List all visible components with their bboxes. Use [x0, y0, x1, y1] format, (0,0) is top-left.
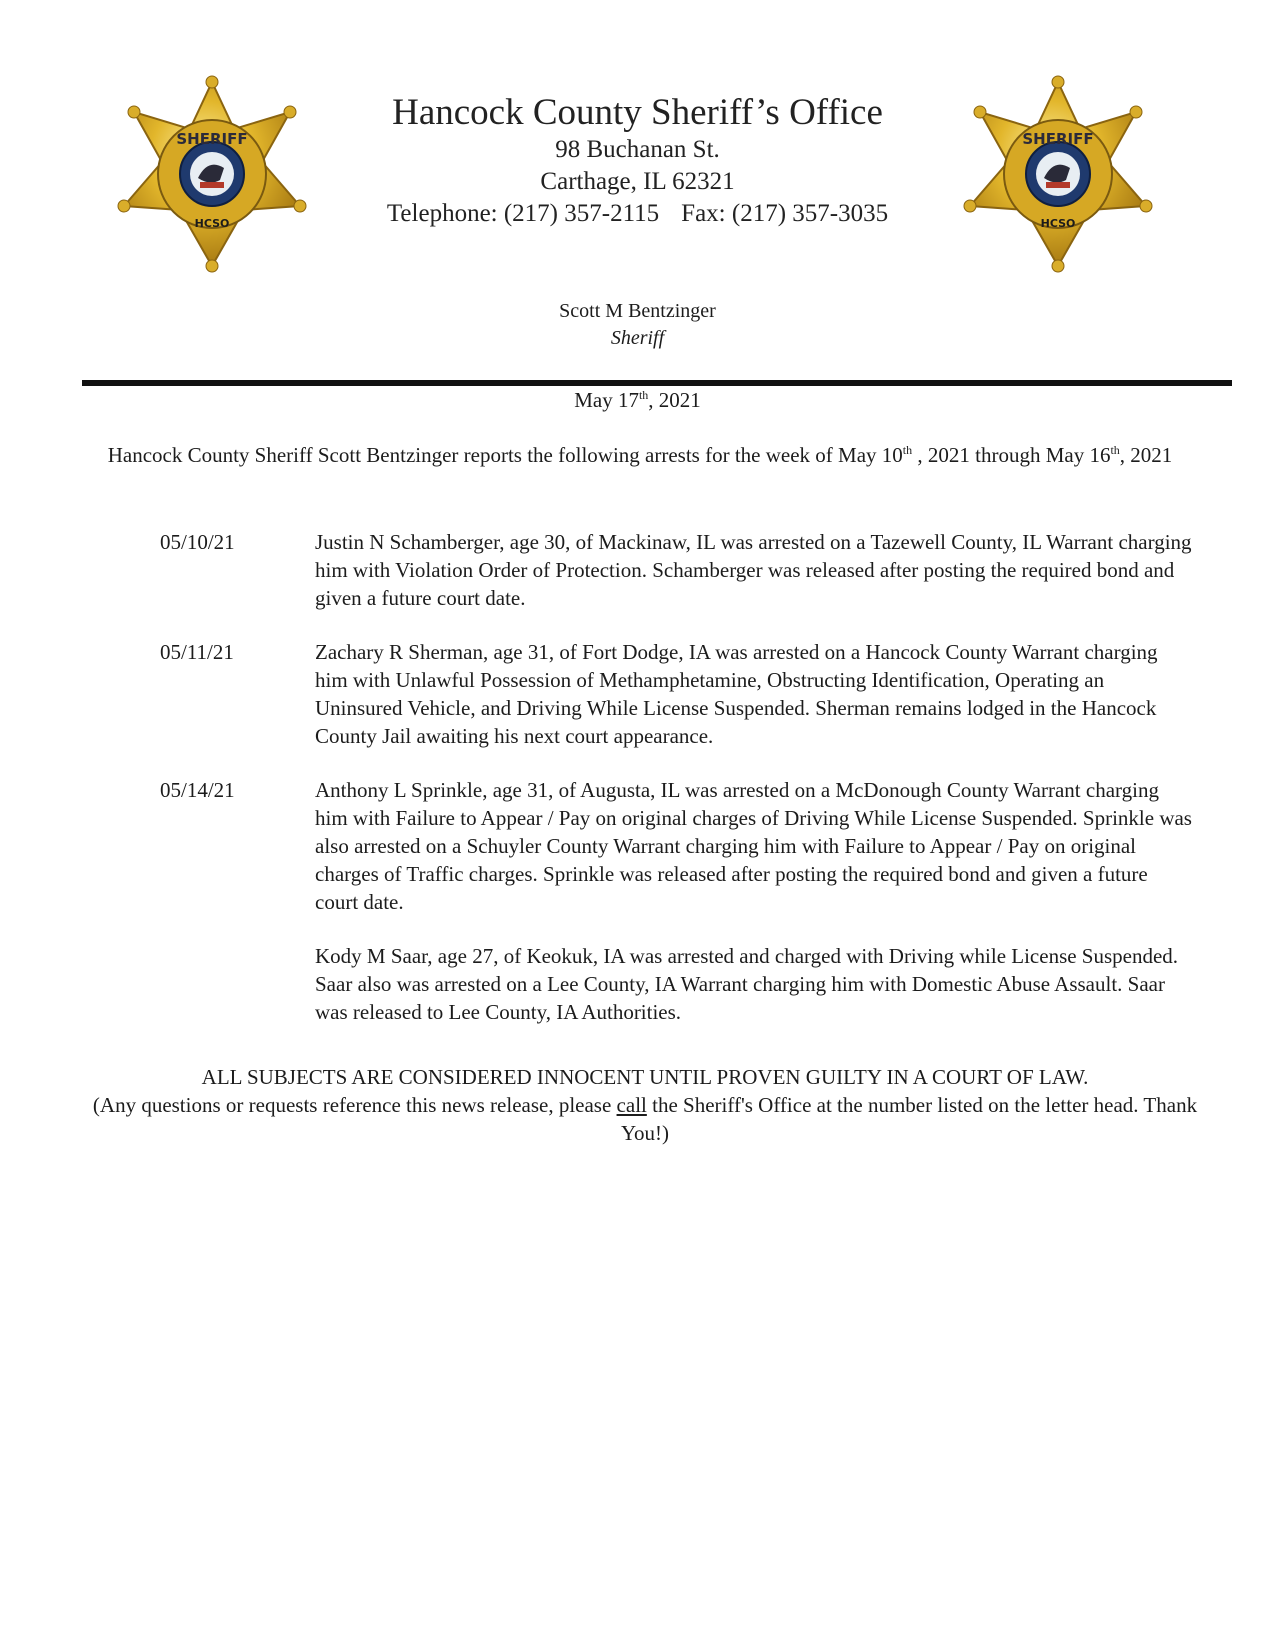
- sheriff-badge-logo-left: [112, 74, 312, 274]
- fax-number: Fax: (217) 357-3035: [681, 200, 889, 227]
- contact-line: [300, 198, 975, 230]
- svg-text:HCSO: HCSO: [194, 217, 230, 230]
- arrest-description: Anthony L Sprinkle, age 31, of Augusta, IL was arrested on a McDonough County Warrant charging him with Failure to Appear / Pay on original charges of Driving While License Suspended. Sprinkle was also arrested on a Schuyler County Warrant charging him with Failure to Appear / Pay on original charges of Traffic charges. Sprinkle was released after posting the required bond and given a future court date.: [315, 778, 1192, 914]
- sheriff-badge-logo-right: [958, 74, 1158, 274]
- release-date: [0, 386, 1275, 414]
- intro-text-1: Hancock County Sheriff Scott Bentzinger reports the following arrests for the week of May 10: [107, 443, 903, 467]
- arrest-date: 05/10/21: [160, 530, 235, 554]
- intro-text-3: , 2021: [1119, 443, 1173, 467]
- intro-ordinal-1: th: [902, 443, 913, 457]
- arrest-entry: [160, 942, 1210, 1026]
- release-date-year: , 2021: [648, 388, 701, 412]
- svg-text:SHERIFF: SHERIFF: [176, 130, 248, 148]
- disclaimer: [90, 1063, 1200, 1147]
- sheriff-title: Sheriff: [610, 327, 665, 349]
- intro-ordinal-2: th: [1110, 443, 1120, 457]
- letterhead: [300, 92, 975, 230]
- arrest-entry: [160, 776, 1210, 916]
- organization-name: Hancock County Sheriff’s Office: [392, 92, 883, 133]
- arrest-list: [160, 528, 1210, 1052]
- address-line-2: Carthage, IL 62321: [540, 168, 735, 195]
- contact-note: [90, 1091, 1200, 1147]
- intro-text-2: , 2021 through May 16: [912, 443, 1111, 467]
- intro-paragraph: [70, 442, 1210, 469]
- contact-note-text-1: (Any questions or requests reference this news release, please: [92, 1093, 617, 1117]
- contact-note-text-2: the Sheriff's Office at the number listed on the letter head. Thank You!): [620, 1093, 1198, 1145]
- arrest-date: 05/14/21: [160, 778, 235, 802]
- svg-text:HCSO: HCSO: [1040, 217, 1076, 230]
- call-emphasis: call: [616, 1093, 647, 1117]
- telephone-number: Telephone: (217) 357-2115: [386, 200, 660, 227]
- arrest-description: Kody M Saar, age 27, of Keokuk, IA was arrested and charged with Driving while License Suspended. Saar also was arrested on a Lee County, IA Warrant charging him with Domestic Abuse Assault. Saar was released to Lee County, IA Authorities.: [315, 944, 1179, 1024]
- arrest-entry: [160, 638, 1210, 750]
- arrest-date: 05/11/21: [160, 640, 234, 664]
- release-date-ordinal: th: [638, 388, 649, 402]
- arrest-date: [160, 942, 315, 1026]
- address-line-1: 98 Buchanan St.: [555, 136, 720, 163]
- arrest-description: Justin N Schamberger, age 30, of Mackinaw, IL was arrested on a Tazewell County, IL Warrant charging him with Violation Order of Protection. Schamberger was released after posting the required bond and given a future court date.: [315, 530, 1192, 610]
- arrest-entry: [160, 528, 1210, 612]
- sheriff-star-icon: [958, 74, 1158, 274]
- sheriff-signature-block: [0, 298, 1275, 352]
- arrest-description: Zachary R Sherman, age 31, of Fort Dodge, IA was arrested on a Hancock County Warrant charging him with Unlawful Possession of Methamphetamine, Obstructing Identification, Operating an Uninsured Vehicle, and Driving While License Suspended. Sherman remains lodged in the Hancock County Jail awaiting his next court appearance.: [315, 640, 1158, 748]
- innocence-statement: ALL SUBJECTS ARE CONSIDERED INNOCENT UNTIL PROVEN GUILTY IN A COURT OF LAW.: [201, 1065, 1089, 1089]
- release-date-text: May 17: [574, 388, 639, 412]
- svg-text:SHERIFF: SHERIFF: [1022, 130, 1094, 148]
- sheriff-name: Scott M Bentzinger: [559, 300, 716, 322]
- sheriff-star-icon: [112, 74, 312, 274]
